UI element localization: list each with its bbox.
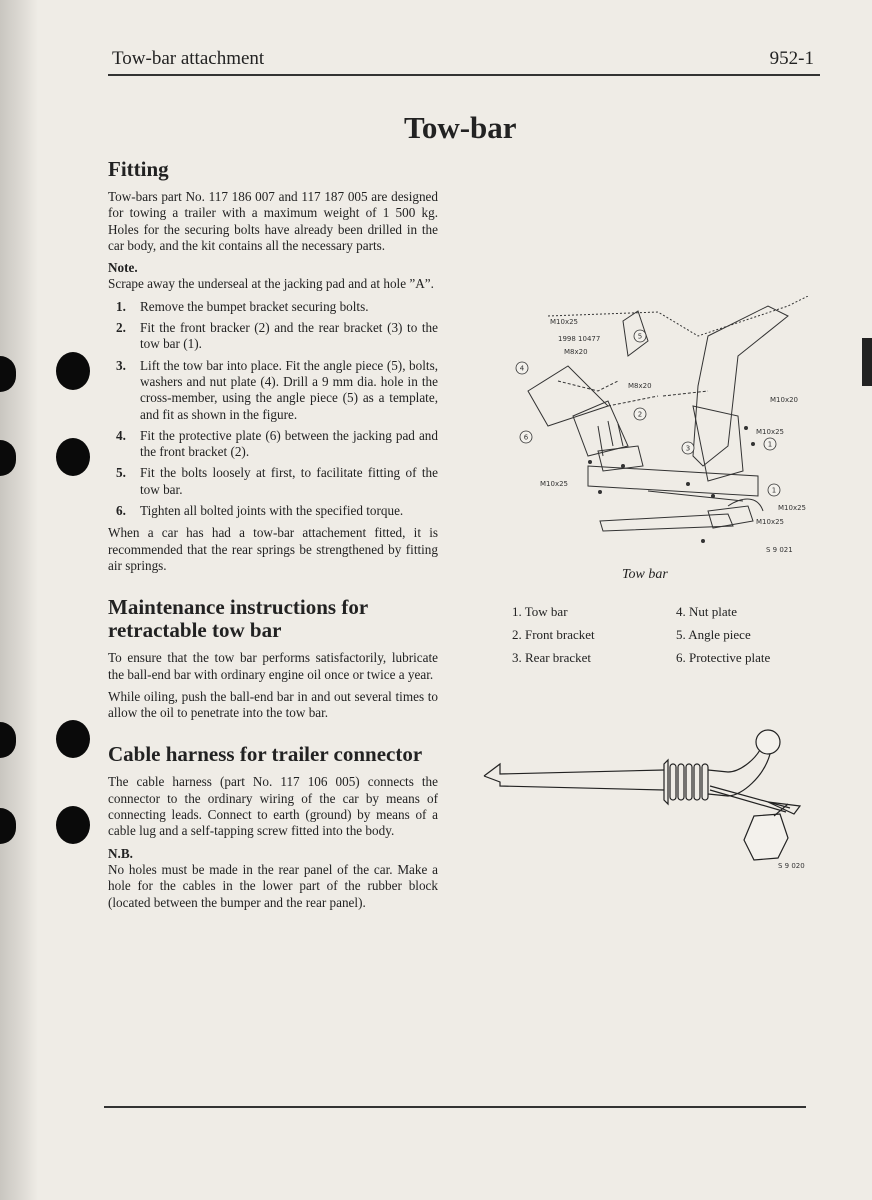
- section-tab-marker: [862, 338, 872, 386]
- step-text: Tighten all bolted joints with the specified torque.: [140, 503, 404, 519]
- punch-hole: [56, 352, 90, 390]
- legend-item: 4. Nut plate: [676, 604, 738, 619]
- page-title: Tow-bar: [404, 110, 517, 145]
- step-number: 5.: [116, 465, 126, 481]
- step-text: Fit the front bracker (2) and the rear bracket (3) to the tow bar (1).: [140, 320, 438, 352]
- section-heading: Cable harness for trailer connector: [108, 742, 423, 767]
- header-rule: [108, 74, 820, 76]
- step-item: [108, 299, 438, 315]
- page-number: 952-1: [769, 48, 814, 69]
- legend-item: 3. Rear bracket: [512, 650, 592, 665]
- intro-paragraph: Tow-bars part No. 117 186 007 and 117 187 005 are designed for towing a trailer with a maximum weight of 1 500 kg. Holes for the securing bolts have already been drilled in the car body, and the kit contains all the necessary parts.: [108, 189, 438, 253]
- bolt-label: M10x25: [778, 504, 806, 512]
- note-label: Note.: [108, 260, 138, 276]
- text-column: [108, 158, 438, 917]
- maintenance-paragraph: To ensure that the tow bar performs satisfactorily, lubricate the ball-end bar with ordinary engine oil once or twice a year.: [108, 650, 438, 682]
- punch-hole: [56, 720, 90, 758]
- callout-number: 1: [767, 440, 773, 449]
- bolt-label: M10x20: [770, 396, 798, 404]
- note-text: Scrape away the underseal at the jacking pad and at hole ”A”.: [108, 276, 434, 292]
- step-number: 2.: [116, 320, 126, 336]
- maintenance-section: [108, 596, 438, 721]
- part-code-label: 1998 10477: [558, 335, 601, 343]
- section-heading: Maintenance instructions for retractable tow bar: [108, 595, 368, 643]
- retractable-tow-bar-oiling-diagram: [478, 720, 818, 870]
- maintenance-paragraph: While oiling, push the ball-end bar in and out several times to allow the oil to penetrate into the tow bar.: [108, 688, 438, 721]
- parts-legend-right: [676, 600, 770, 669]
- fitting-section: [108, 158, 438, 574]
- punch-hole: [56, 438, 90, 476]
- running-header-title: Tow-bar attachment: [112, 48, 265, 69]
- figure-code: S 9 021: [766, 546, 793, 554]
- legend-item: 1. Tow bar: [512, 604, 568, 619]
- step-item: [108, 465, 438, 498]
- step-text: Lift the tow bar into place. Fit the angle piece (5), bolts, washers and nut plate (4). Drill a 9 mm dia. hole in the cross-member, using the angle piece (5) as a template, and fit as shown in the figure.: [140, 357, 438, 422]
- legend-item: 6. Protective plate: [676, 650, 771, 665]
- step-item: [108, 358, 438, 423]
- bolt-label: M10x25: [550, 318, 578, 326]
- bolt-label: M8x20: [628, 382, 652, 390]
- bolt-label: M10x25: [540, 480, 568, 488]
- section-heading: Fitting: [108, 157, 169, 181]
- figure-code: S 9 020: [778, 862, 805, 870]
- bolt-label: M10x25: [756, 518, 784, 526]
- step-number: 1.: [116, 298, 126, 314]
- punch-hole: [56, 806, 90, 844]
- step-number: 4.: [116, 427, 126, 443]
- nb-text: No holes must be made in the rear panel of the car. Make a hole for the cables in the lower part of the rubber block (located between the bumper and the rear panel).: [108, 861, 438, 910]
- step-text: Fit the bolts loosely at first, to facilitate fitting of the tow bar.: [140, 465, 438, 497]
- callout-number: 2: [637, 410, 643, 419]
- nb-label: N.B.: [108, 845, 133, 861]
- footer-rule: [104, 1106, 806, 1108]
- step-number: 3.: [116, 357, 126, 373]
- step-item: [108, 428, 438, 461]
- callout-number: 4: [519, 364, 525, 373]
- callout-number: 1: [771, 486, 777, 495]
- legend-item: 2. Front bracket: [512, 627, 595, 642]
- callout-number: 5: [637, 332, 643, 341]
- step-item: [108, 320, 438, 353]
- binder-edge: [0, 0, 38, 1200]
- steps-list: [108, 299, 438, 520]
- bolt-label: M10x25: [756, 428, 784, 436]
- bolt-label: M8x20: [564, 348, 588, 356]
- parts-legend-left: [512, 600, 595, 669]
- step-item: [108, 503, 438, 519]
- step-text: Fit the protective plate (6) between the jacking pad and the front bracket (2).: [140, 427, 438, 460]
- callout-number: 6: [523, 433, 529, 442]
- legend-item: 5. Angle piece: [676, 627, 751, 642]
- closing-paragraph: When a car has had a tow-bar attachement fitted, it is recommended that the rear springs be strengthened by fitting air springs.: [108, 525, 438, 573]
- figure-caption: Tow bar: [622, 567, 668, 582]
- cable-paragraph: The cable harness (part No. 117 106 005) connects the connector to the ordinary wiring of the car by means of connecting leads. Connect to earth (ground) by means of a cable lug and a self-tapping screw fitted into the body.: [108, 774, 438, 839]
- callout-number: 3: [685, 444, 691, 453]
- step-text: Remove the bumpet bracket securing bolts.: [140, 298, 369, 314]
- tow-bar-exploded-diagram: [488, 296, 808, 568]
- cable-harness-section: [108, 743, 438, 910]
- step-number: 6.: [116, 503, 126, 519]
